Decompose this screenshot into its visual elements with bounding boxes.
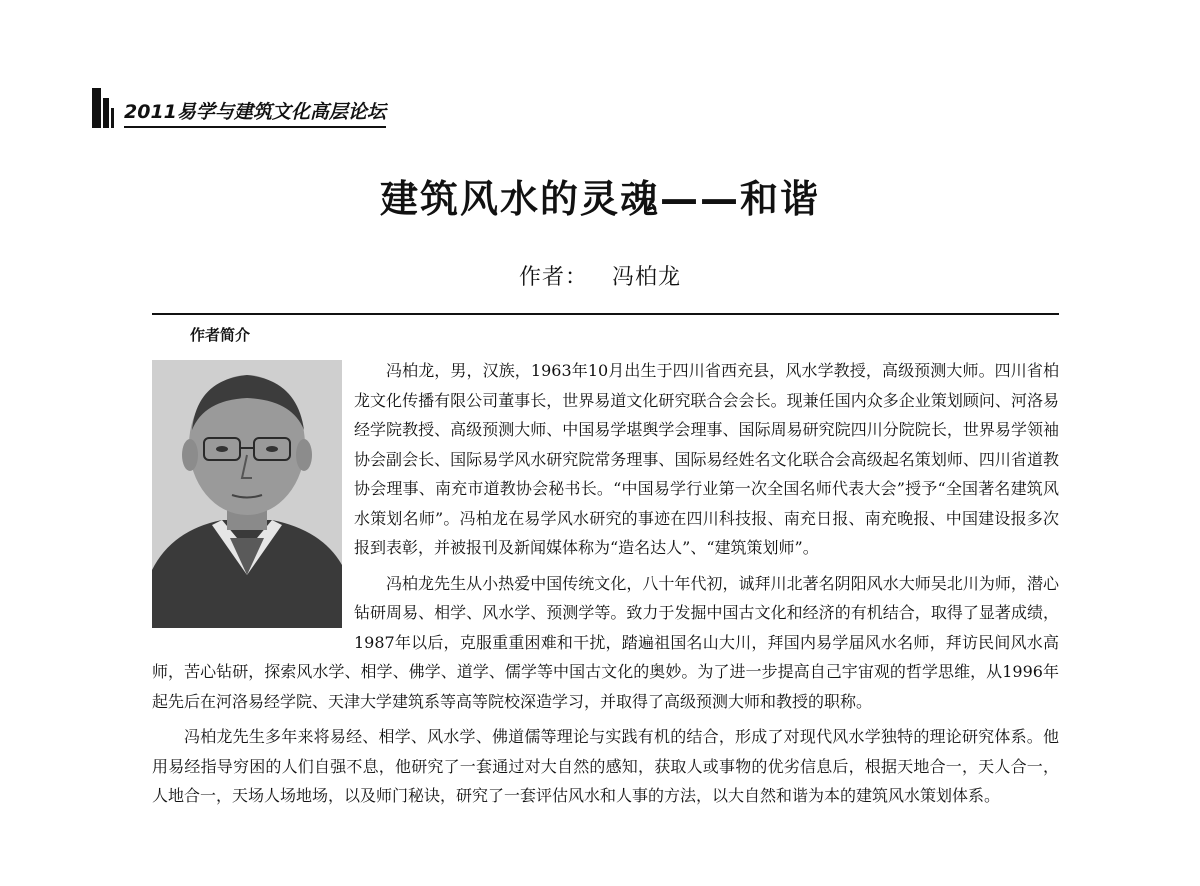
author-portrait-photo [152, 360, 342, 628]
bio-paragraph-3: 冯柏龙先生多年来将易经、相学、风水学、佛道儒等理论与实践有机的结合，形成了对现代风水学独特的理论研究体系。他用易经指导穷困的人们自强不息，他研究了一套通过对大自然的感知，获取人或事物的优劣信息后，根据天地合一，天人合一，人地合一，天场人场地场，以及师门秘诀，研究了一套评估风水和人事的方法，以大自然和谐为本的建筑风水策划体系。 [152, 727, 1059, 805]
header-text: 2011易学与建筑文化高层论坛 [124, 100, 386, 128]
bio-paragraph-2: 冯柏龙先生从小热爱中国传统文化，八十年代初，诚拜川北著名阴阳风水大师吴北川为师，潜心钻研周易、相学、风水学、预测学等。致力于发掘中国古文化和经济的有机结合，取得了显著成绩， 1987年以后，克服重重困难和干扰，踏遍祖国名山大川，拜国内易学届风水名师，拜访民间风水高师，苦心钻研，探索风水学、相学、佛学、道学、儒学等中国古文化的奥妙。为了进一步提高自己宇宙观的哲学思维，从1996年起先后在河洛易经学院、天津大学建筑系等高等院校深造学习，并取得了高级预测大师和教授的职称。 [152, 573, 1059, 711]
running-header [92, 88, 386, 128]
divider-rule [152, 313, 1059, 315]
author-label: 作者： [518, 265, 588, 290]
bio-body [152, 356, 1059, 817]
book-spine-mark-icon [92, 88, 114, 128]
article-title: 建筑风水的灵魂——和谐 [379, 177, 820, 221]
section-heading: 作者简介 [190, 326, 251, 344]
author-name: 冯柏龙 [612, 265, 682, 290]
bio-paragraph-1: 冯柏龙，男，汉族，1963年10月出生于四川省西充县，风水学教授，高级预测大师。四川省柏龙文化传播有限公司董事长，世界易道文化研究联合会会长。现兼任国内众多企业策划顾问、河洛易经学院教授、高级预测大师、中国易学堪舆学会理事、国际周易研究院四川分院院长，世界易学领袖协会副会长、国际易学风水研究院常务理事、国际易经姓名文化联合会高级起名策划师、四川省道教协会理事、南充市道教协会秘书长。“中国易学行业第一次全国名师代表大会”授予“全国著名建筑风水策划名师”。冯柏龙在易学风水研究的事迹在四川科技报、南充日报、南充晚报、中国建设报多次报到表彰，并被报刊及新闻媒体称为“造名达人”、“建筑策划师”。 [354, 361, 1059, 557]
author-line [0, 260, 1200, 291]
